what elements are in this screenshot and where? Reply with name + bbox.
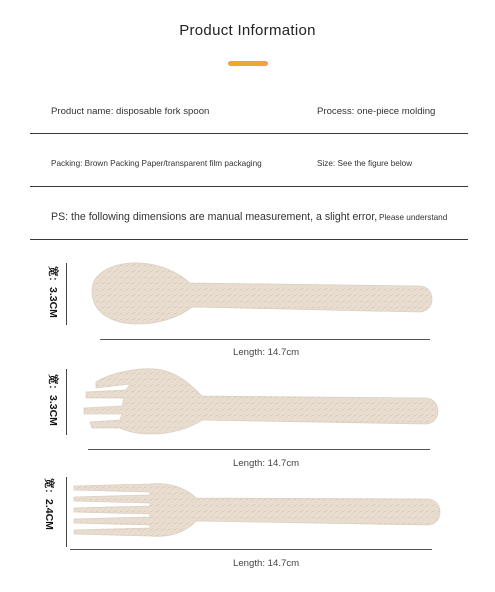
- ps-please-understand: Please understand: [379, 213, 448, 222]
- ps-note-text: PS: the following dimensions are manual measurement, a slight error,: [51, 211, 378, 223]
- fork-image: [74, 484, 440, 537]
- fork-length-label: Length: 14.7cm: [233, 558, 300, 569]
- fork-width-label: 宽：2.4CM: [43, 478, 55, 530]
- process-text: Process: one-piece molding: [317, 106, 436, 117]
- spork-image: [84, 369, 438, 438]
- packing-text: Packing: Brown Packing Paper/transparent film packaging: [51, 159, 262, 168]
- spoon-width-tick: [66, 263, 67, 325]
- fork-width-tick: [66, 477, 67, 547]
- fork-length-line: [70, 549, 432, 550]
- size-text: Size: See the figure below: [317, 159, 413, 168]
- spoon-image: [92, 263, 432, 324]
- spork-length-line: [88, 449, 430, 450]
- page-title: Product Information: [179, 22, 316, 39]
- spoon-width-label: 宽：3.3CM: [47, 266, 59, 318]
- spork-length-label: Length: 14.7cm: [233, 458, 300, 469]
- product-name-text: Product name: disposable fork spoon: [51, 106, 210, 117]
- spoon-length-line: [100, 339, 430, 340]
- spork-width-tick: [66, 369, 67, 435]
- spork-width-label: 宽：3.3CM: [47, 374, 59, 426]
- spoon-length-label: Length: 14.7cm: [233, 347, 300, 358]
